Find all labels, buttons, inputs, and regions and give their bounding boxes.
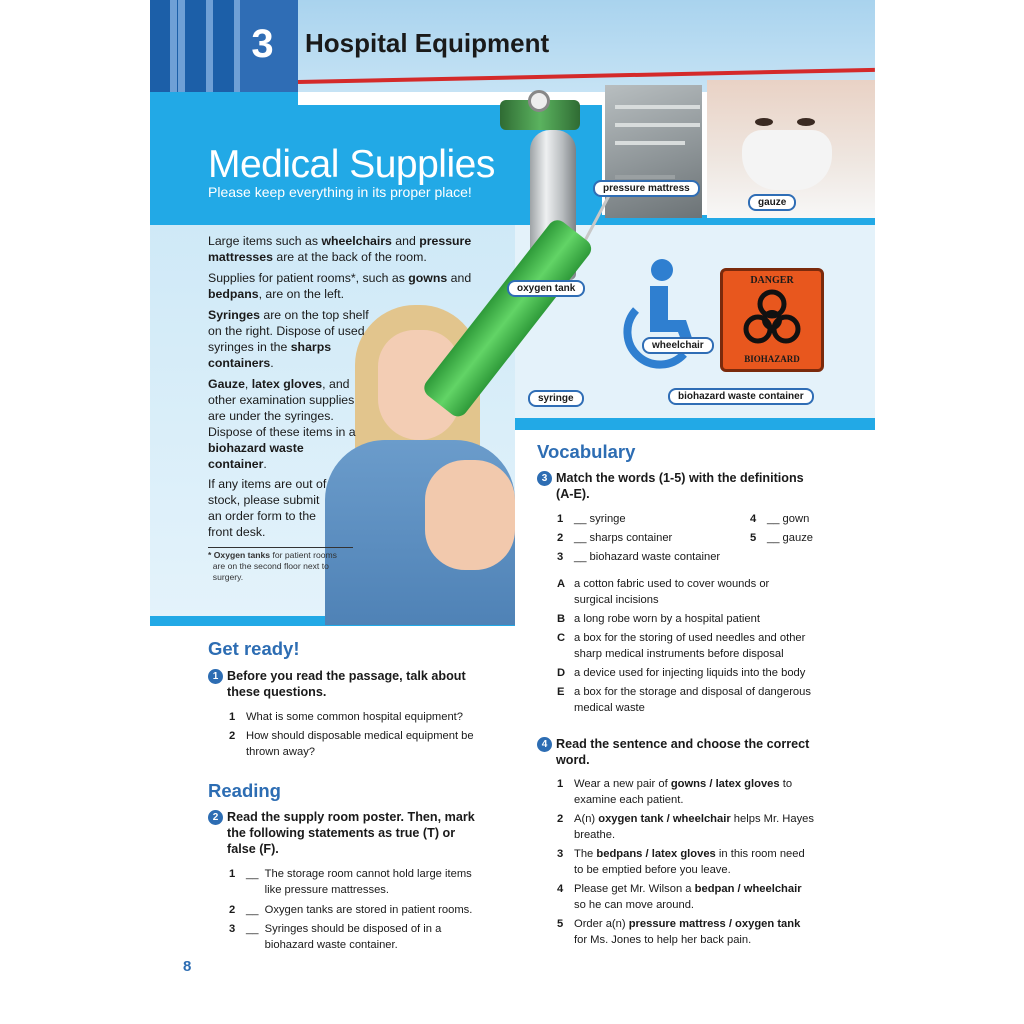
- question-3: [537, 470, 804, 502]
- chapter-title: Hospital Equipment: [305, 28, 550, 58]
- label-wheelchair: wheelchair: [642, 337, 714, 354]
- question-number: 3: [537, 471, 552, 486]
- word-item: 2 __ sharps container: [557, 532, 673, 544]
- biohazard-sign-top-text: DANGER: [750, 275, 794, 286]
- label-biohazard: biohazard waste container: [668, 388, 814, 405]
- sentence-item: 1 Wear a new pair of gowns / latex gloves to examine each patient.: [557, 778, 793, 806]
- definition-item: D a device used for injecting liquids into the body: [557, 667, 806, 679]
- poster-right-bar: [515, 418, 875, 430]
- poster-footnote: * Oxygen tanks for patient rooms are on the second floor next to surgery.: [208, 547, 353, 583]
- question-text: Read the sentence and choose the correct word.: [556, 737, 810, 767]
- question-2: [208, 809, 475, 857]
- wheelchair-icon: [600, 258, 700, 378]
- list-item: 1 What is some common hospital equipment?: [229, 711, 464, 723]
- question-text: Before you read the passage, talk about these questions.: [227, 669, 466, 699]
- definition-item: A a cotton fabric used to cover wounds or surgical incisions: [557, 578, 770, 606]
- definition-item: B a long robe worn by a hospital patient: [557, 613, 760, 625]
- question-4: [537, 736, 809, 768]
- label-oxygen-tank: oxygen tank: [507, 280, 585, 297]
- biohazard-icon: [743, 289, 801, 351]
- nurse-hand: [425, 460, 515, 570]
- label-pressure-mattress: pressure mattress: [593, 180, 700, 197]
- reading-heading: Reading: [208, 780, 281, 801]
- oxygen-tank-gauge: [528, 90, 550, 112]
- sentence-item: 3 The bedpans / latex gloves in this room need to be emptied before you leave.: [557, 848, 805, 876]
- word-item: 5 __ gauze: [750, 532, 814, 544]
- list-item: 1 __ The storage room cannot hold large items like pressure mattresses.: [229, 868, 472, 896]
- question-text: Match the words (1-5) with the definitions (A-E).: [556, 471, 804, 501]
- question-number: 4: [537, 737, 552, 752]
- word-item: 4 __ gown: [750, 513, 810, 525]
- poster-paragraph: Large items such as wheelchairs and pressure mattresses are at the back of the room.: [208, 234, 472, 264]
- biohazard-sign: [720, 268, 824, 372]
- poster-top-edge: [150, 92, 298, 105]
- page-number: 8: [183, 958, 192, 975]
- question-1: [208, 668, 466, 700]
- vocabulary-heading: Vocabulary: [537, 441, 636, 462]
- question-number: 2: [208, 810, 223, 825]
- definition-item: E a box for the storage and disposal of dangerous medical waste: [557, 686, 811, 714]
- sentence-item: 5 Order a(n) pressure mattress / oxygen tank for Ms. Jones to help her back pain.: [557, 918, 801, 946]
- definition-item: C a box for the storing of used needles and other sharp medical instruments before disposal: [557, 632, 806, 660]
- poster-paragraph: If any items are out of stock, please submit an order form to the front desk.: [208, 477, 327, 539]
- question-text: Read the supply room poster. Then, mark the following statements as true (T) or false (F).: [227, 810, 475, 856]
- label-syringe: syringe: [528, 390, 584, 407]
- sentence-item: 4 Please get Mr. Wilson a bedpan / wheelchair so he can move around.: [557, 883, 802, 911]
- word-item: 1 __ syringe: [557, 513, 626, 525]
- poster-paragraph: Syringes are on the top shelf on the right. Dispose of used syringes in the sharps containers.: [208, 308, 369, 370]
- list-item: 2 __ Oxygen tanks are stored in patient rooms.: [229, 904, 473, 916]
- biohazard-sign-bottom-text: BIOHAZARD: [744, 354, 800, 364]
- chapter-number: 3: [251, 22, 274, 66]
- list-item: 2 How should disposable medical equipment be thrown away?: [229, 730, 474, 758]
- pressure-mattress-photo: [605, 85, 702, 218]
- poster-subtitle: Please keep everything in its proper place!: [208, 184, 472, 200]
- get-ready-heading: Get ready!: [208, 638, 300, 659]
- word-item: 3 __ biohazard waste container: [557, 551, 721, 563]
- poster-paragraph: Supplies for patient rooms*, such as gowns and bedpans, are on the left.: [208, 271, 472, 301]
- sentence-item: 2 A(n) oxygen tank / wheelchair helps Mr. Hayes breathe.: [557, 813, 815, 841]
- poster-paragraph: Gauze, latex gloves, and other examination supplies are under the syringes. Dispose of these items in a biohazard waste container.: [208, 377, 356, 471]
- poster-title: Medical Supplies: [208, 143, 495, 186]
- list-item: 3 __ Syringes should be disposed of in a biohazard waste container.: [229, 923, 442, 951]
- question-number: 1: [208, 669, 223, 684]
- label-gauze: gauze: [748, 194, 796, 211]
